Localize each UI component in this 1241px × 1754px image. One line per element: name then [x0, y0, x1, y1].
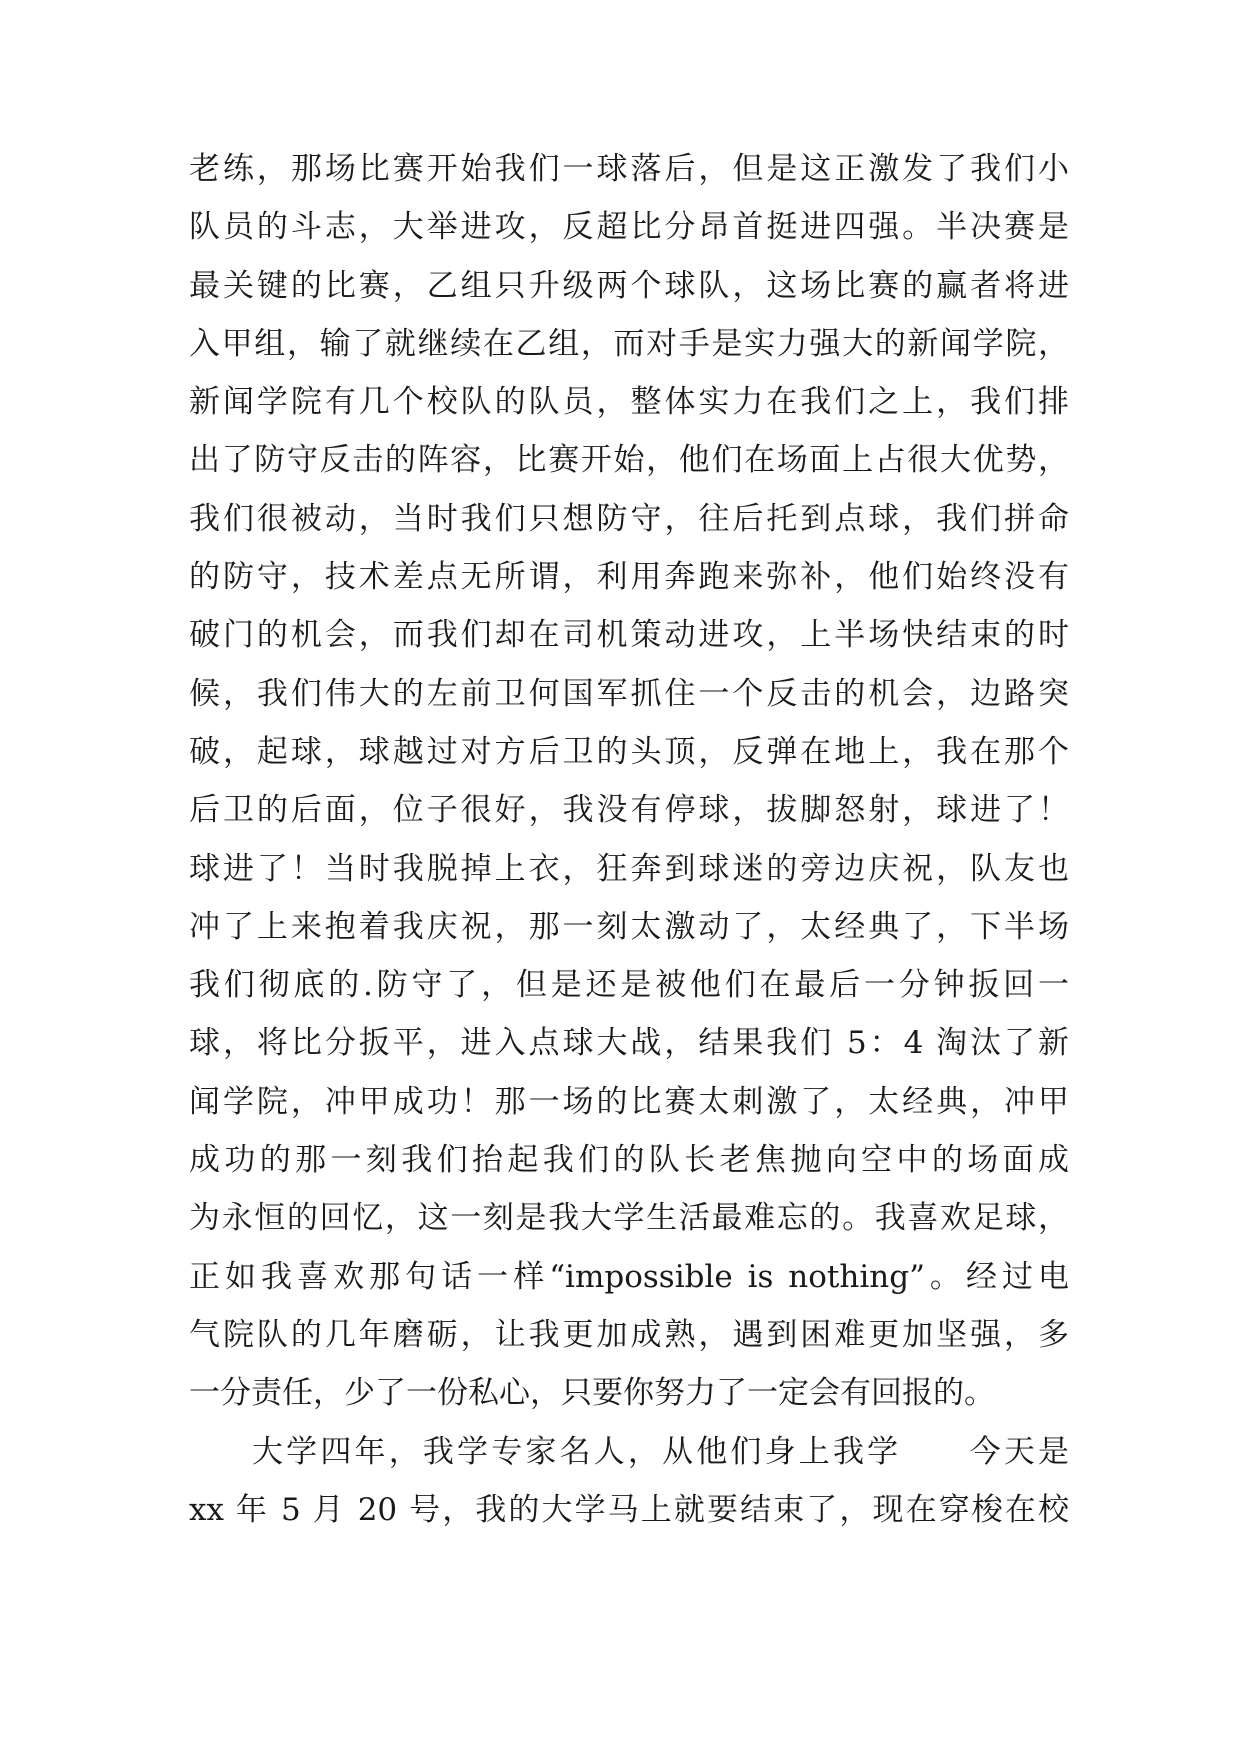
body-text — [189, 140, 1069, 1539]
text-line: 气院队的几年磨砺，让我更加成熟，遇到困难更加坚强，多 — [189, 1316, 1069, 1353]
text-line: 老练，那场比赛开始我们一球落后，但是这正激发了我们小 — [189, 151, 1069, 187]
text-line: 我们彻底的.防守了，但是还是被他们在最后一分钟扳回一 — [189, 967, 1069, 1004]
paragraph-start-line: 大学四年，我学专家名人，从他们身上我学 今天是 — [252, 1433, 1069, 1470]
text-line: 新闻学院有几个校队的队员，整体实力在我们之上，我们排 — [189, 384, 1069, 421]
text-line: 破门的机会，而我们却在司机策动进攻，上半场快结束的时 — [189, 617, 1069, 654]
text-line: 的防守，技术差点无所谓，利用奔跑来弥补，他们始终没有 — [189, 559, 1069, 596]
text-line: 球，将比分扳平，进入点球大战，结果我们 5：4 淘汰了新 — [189, 1025, 1069, 1062]
text-line: 闻学院，冲甲成功！那一场的比赛太刺激了，太经典，冲甲 — [189, 1083, 1069, 1120]
text-line: 为永恒的回忆，这一刻是我大学生活最难忘的。我喜欢足球， — [189, 1200, 1069, 1237]
text-line: 后卫的后面，位子很好，我没有停球，拔脚怒射，球进了！ — [189, 792, 1069, 829]
text-line: 破，起球，球越过对方后卫的头顶，反弹在地上，我在那个 — [189, 733, 1069, 770]
text-line: 入甲组，输了就继续在乙组，而对手是实力强大的新闻学院， — [189, 325, 1069, 362]
text-line: 出了防守反击的阵容，比赛开始，他们在场面上占很大优势， — [189, 442, 1069, 479]
text-line: 候，我们伟大的左前卫何国军抓住一个反击的机会，边路突 — [189, 675, 1069, 712]
text-line: xx 年 5 月 20 号，我的大学马上就要结束了，现在穿梭在校 — [189, 1491, 1069, 1528]
paragraph-end-line: 一分责任，少了一份私心，只要你努力了一定会有回报的。 — [189, 1375, 995, 1412]
text-line: 冲了上来抱着我庆祝，那一刻太激动了，太经典了，下半场 — [189, 908, 1069, 945]
text-line: 我们很被动，当时我们只想防守，往后托到点球，我们拼命 — [189, 500, 1069, 537]
text-line: 队员的斗志，大举进攻，反超比分昂首挺进四强。半决赛是 — [189, 209, 1069, 246]
text-line: 正如我喜欢那句话一样“impossible is nothing”。经过电 — [189, 1258, 1069, 1295]
text-line: 球进了！当时我脱掉上衣，狂奔到球迷的旁边庆祝，队友也 — [189, 850, 1069, 887]
text-line: 最关键的比赛，乙组只升级两个球队，这场比赛的赢者将进 — [189, 267, 1069, 304]
text-line: 成功的那一刻我们抬起我们的队长老焦抛向空中的场面成 — [189, 1142, 1069, 1179]
